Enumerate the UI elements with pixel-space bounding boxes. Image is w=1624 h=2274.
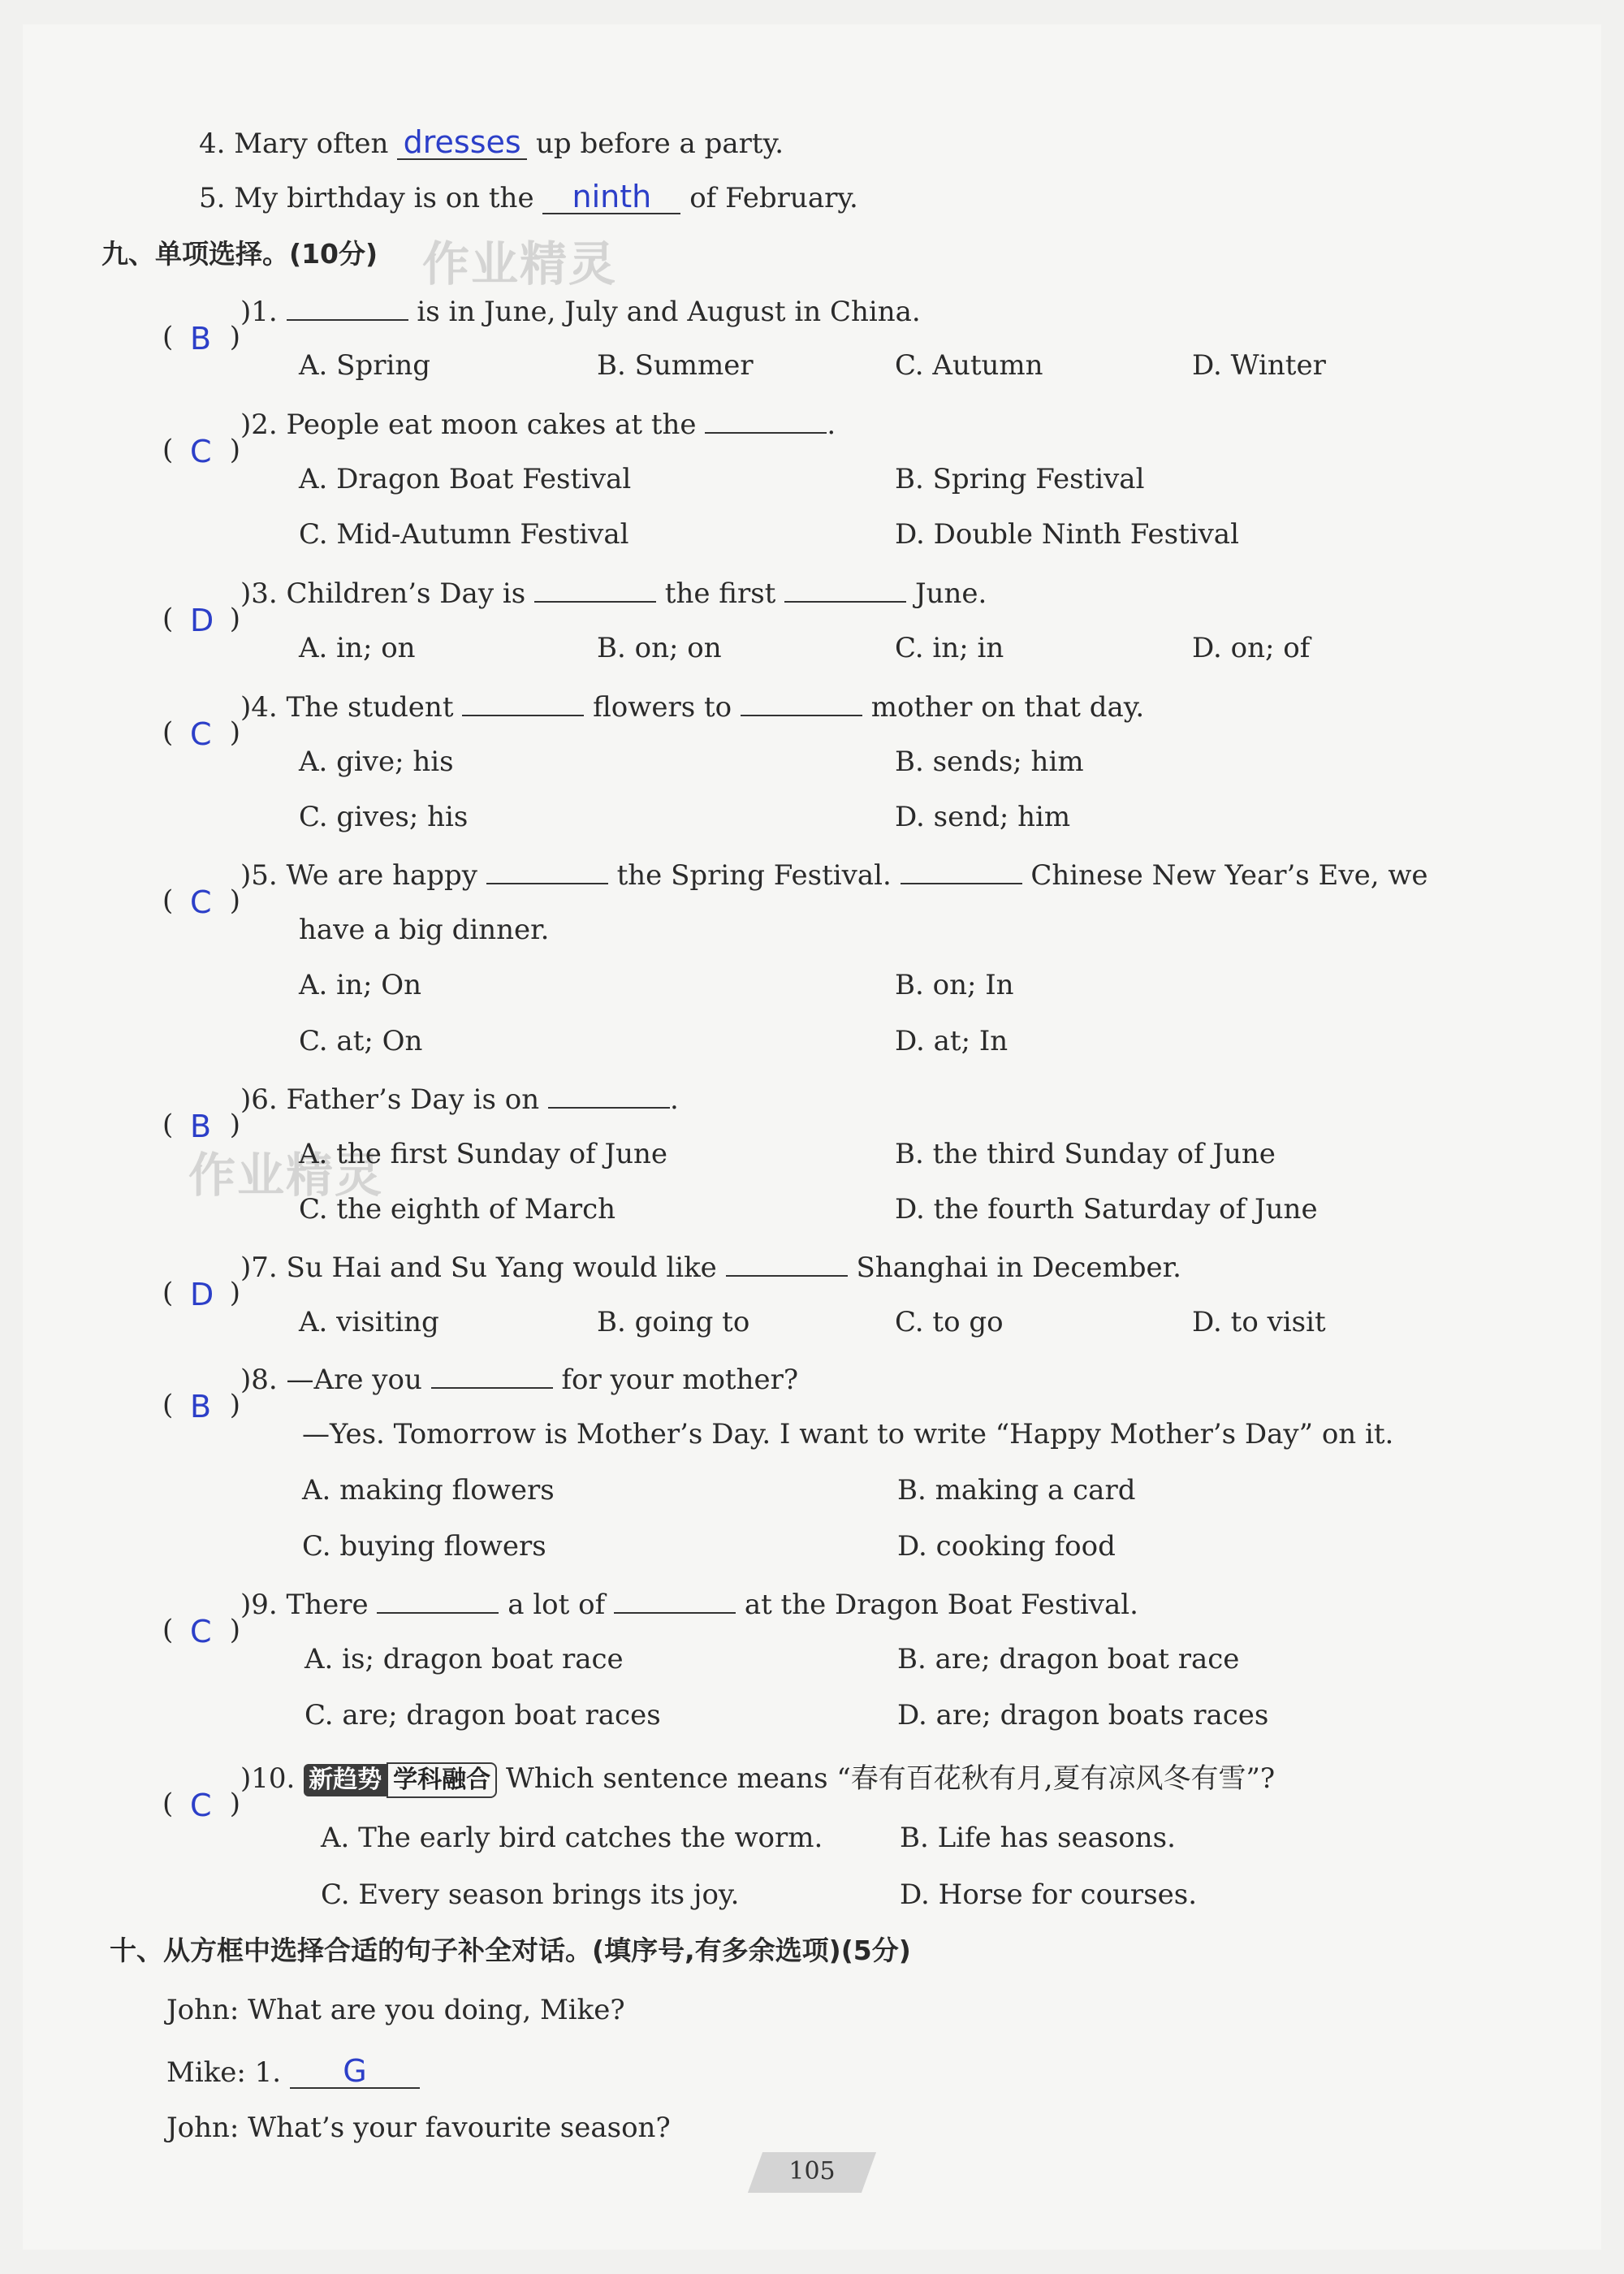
q3-option-c: C. in; in	[895, 632, 1004, 664]
q2-option-a: A. Dragon Boat Festival	[299, 463, 632, 495]
question-3: ( D ) )3. Children’s Day is the first June.	[162, 577, 987, 638]
q2-option-b: B. Spring Festival	[895, 463, 1145, 495]
q8-option-a: A. making flowers	[302, 1474, 555, 1507]
question-8: ( B ) )8. —Are you for your mother?	[162, 1364, 799, 1424]
section9-title: 九、单项选择。(10分)	[102, 238, 378, 270]
q5-option-b: B. on; In	[895, 969, 1014, 1001]
question-5: ( C ) )5. We are happy the Spring Festival. Chinese New Year’s Eve, we	[162, 859, 1428, 920]
q3-option-b: B. on; on	[597, 632, 722, 664]
q1-option-a: A. Spring	[299, 349, 431, 382]
section10-title: 十、从方框中选择合适的句子补全对话。(填序号,有多余选项)(5分)	[110, 1935, 911, 1966]
page-number: 105	[788, 2157, 836, 2185]
q9-option-c: C. are; dragon boat races	[304, 1699, 661, 1731]
dialogue-line-3: John: What’s your favourite season?	[166, 2112, 671, 2144]
q6-option-b: B. the third Sunday of June	[895, 1138, 1276, 1170]
q6-option-d: D. the fourth Saturday of June	[895, 1193, 1318, 1226]
q7-option-c: C. to go	[895, 1306, 1004, 1338]
q1-option-c: C. Autumn	[895, 349, 1043, 382]
q4-option-d: D. send; him	[895, 801, 1071, 833]
q4-option-c: C. gives; his	[299, 801, 469, 833]
question-5-cont: have a big dinner.	[299, 914, 550, 946]
q2-option-c: C. Mid-Autumn Festival	[299, 518, 629, 551]
fill-q5-answer: ninth	[542, 180, 680, 214]
question-2: ( C ) )2. People eat moon cakes at the .	[162, 409, 836, 469]
q5-option-c: C. at; On	[299, 1025, 423, 1057]
question-1: ( B ) )1. is in June, July and August in China.	[162, 296, 921, 357]
q6-option-a: A. the first Sunday of June	[299, 1138, 668, 1170]
q9-option-b: B. are; dragon boat race	[897, 1643, 1240, 1675]
q8-option-d: D. cooking food	[897, 1530, 1116, 1563]
q7-option-a: A. visiting	[299, 1306, 439, 1338]
q4-option-a: A. give; his	[299, 746, 454, 778]
q8-option-b: B. making a card	[897, 1474, 1136, 1507]
q1-option-b: B. Summer	[597, 349, 754, 382]
watermark: 作业精灵	[422, 236, 618, 292]
dialogue-line-2: Mike: 1. G	[166, 2055, 420, 2089]
q7-option-b: B. going to	[597, 1306, 750, 1338]
dialogue-answer-1: G	[290, 2055, 420, 2089]
q9-option-d: D. are; dragon boats races	[897, 1699, 1269, 1731]
q5-option-a: A. in; On	[299, 969, 421, 1001]
question-8-cont: —Yes. Tomorrow is Mother’s Day. I want to write “Happy Mother’s Day” on it.	[302, 1418, 1394, 1450]
q1-option-d: D. Winter	[1192, 349, 1326, 382]
q6-option-c: C. the eighth of March	[299, 1193, 616, 1226]
q4-option-b: B. sends; him	[895, 746, 1084, 778]
question-10: ( C ) )10. 新趋势 学科融合 Which sentence means “春有百花秋有月,夏有凉风冬有雪”?	[162, 1762, 1276, 1823]
q9-option-a: A. is; dragon boat race	[304, 1643, 624, 1675]
q2-option-d: D. Double Ninth Festival	[895, 518, 1239, 551]
question-4: ( C ) )4. The student flowers to mother on that day.	[162, 691, 1145, 752]
dialogue-line-1: John: What are you doing, Mike?	[166, 1994, 625, 2026]
fill-q5: 5. My birthday is on the ninth of February.	[199, 179, 858, 214]
question-7: ( D ) )7. Su Hai and Su Yang would like Shanghai in December.	[162, 1252, 1181, 1312]
question-9: ( C ) )9. There a lot of at the Dragon Boat Festival.	[162, 1589, 1138, 1649]
fill-q4-answer: dresses	[397, 126, 527, 160]
subject-badge: 学科融合	[387, 1762, 497, 1798]
q10-option-a: A. The early bird catches the worm.	[321, 1822, 823, 1854]
fill-q4: 4. Mary often dresses up before a party.	[199, 124, 784, 160]
q3-option-d: D. on; of	[1192, 632, 1311, 664]
q10-option-d: D. Horse for courses.	[900, 1878, 1198, 1911]
q3-option-a: A. in; on	[299, 632, 416, 664]
question-6: ( B ) )6. Father’s Day is on .	[162, 1083, 679, 1144]
q10-option-b: B. Life has seasons.	[900, 1822, 1176, 1854]
q7-option-d: D. to visit	[1192, 1306, 1326, 1338]
q8-option-c: C. buying flowers	[302, 1530, 546, 1563]
watermark: 作业精灵	[188, 1148, 384, 1203]
q10-option-c: C. Every season brings its joy.	[321, 1878, 740, 1911]
trend-badge: 新趋势	[304, 1764, 387, 1796]
q5-option-d: D. at; In	[895, 1025, 1009, 1057]
